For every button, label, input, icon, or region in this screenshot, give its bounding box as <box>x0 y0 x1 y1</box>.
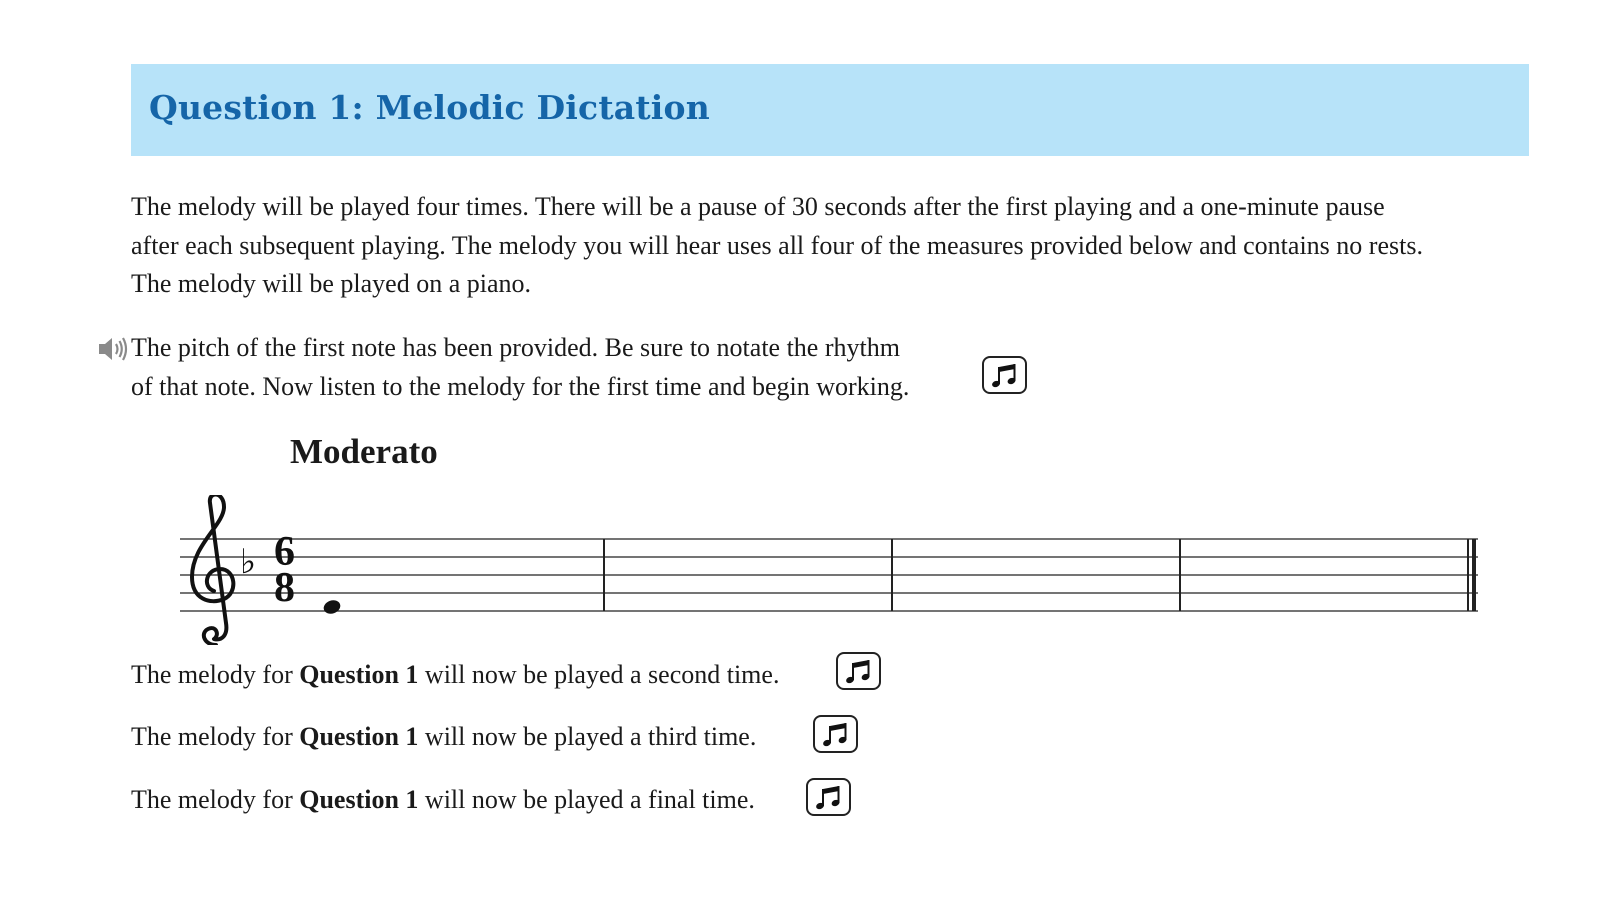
tempo-marking: Moderato <box>290 432 438 471</box>
treble-clef-icon <box>192 495 233 645</box>
play-melody-button-final[interactable] <box>806 778 851 816</box>
question-header <box>131 64 1529 156</box>
time-signature-top: 6 <box>274 529 295 575</box>
repeat-text: The melody for <box>131 722 300 751</box>
question-label: Question 1 <box>299 660 419 689</box>
key-signature-flat: ♭ <box>240 542 257 582</box>
repeat-text: will now be played a second time. <box>418 660 780 689</box>
repeat-line-final <box>131 785 755 815</box>
instruction-line: of that note. Now listen to the melody for the first time and begin working. <box>131 372 910 401</box>
time-signature-bottom: 8 <box>274 565 295 611</box>
repeat-text: The melody for <box>131 660 300 689</box>
repeat-text: will now be played a third time. <box>418 722 757 751</box>
music-note-icon <box>820 720 852 748</box>
intro-paragraph <box>131 188 1551 304</box>
music-note-icon <box>813 783 845 811</box>
play-melody-button-third[interactable] <box>813 715 858 753</box>
staff-lines <box>180 539 1478 611</box>
repeat-line-third <box>131 722 756 752</box>
intro-line: after each subsequent playing. The melody you will hear uses all four of the measures provided below and contains no rests. <box>131 230 1423 260</box>
music-note-icon <box>989 361 1021 389</box>
repeat-text: The melody for <box>131 785 300 814</box>
question-label: Question 1 <box>299 722 419 751</box>
first-note-head <box>322 598 342 616</box>
play-melody-button-first[interactable] <box>982 356 1027 394</box>
intro-line: The melody will be played on a piano. <box>131 269 532 298</box>
instruction-text <box>131 328 909 406</box>
speaker-icon <box>97 333 129 365</box>
page-title: Question 1: Melodic Dictation <box>149 88 710 127</box>
repeat-line-second <box>131 660 779 690</box>
intro-line: The melody will be played four times. There will be a pause of 30 seconds after the first playing and a one-minute pause <box>131 192 1385 221</box>
instruction-line: The pitch of the first note has been provided. Be sure to notate the rhythm <box>131 333 900 362</box>
music-note-icon <box>843 657 875 685</box>
question-label: Question 1 <box>299 785 419 814</box>
music-staff <box>170 495 1480 650</box>
repeat-text: will now be played a final time. <box>418 785 755 814</box>
play-melody-button-second[interactable] <box>836 652 881 690</box>
